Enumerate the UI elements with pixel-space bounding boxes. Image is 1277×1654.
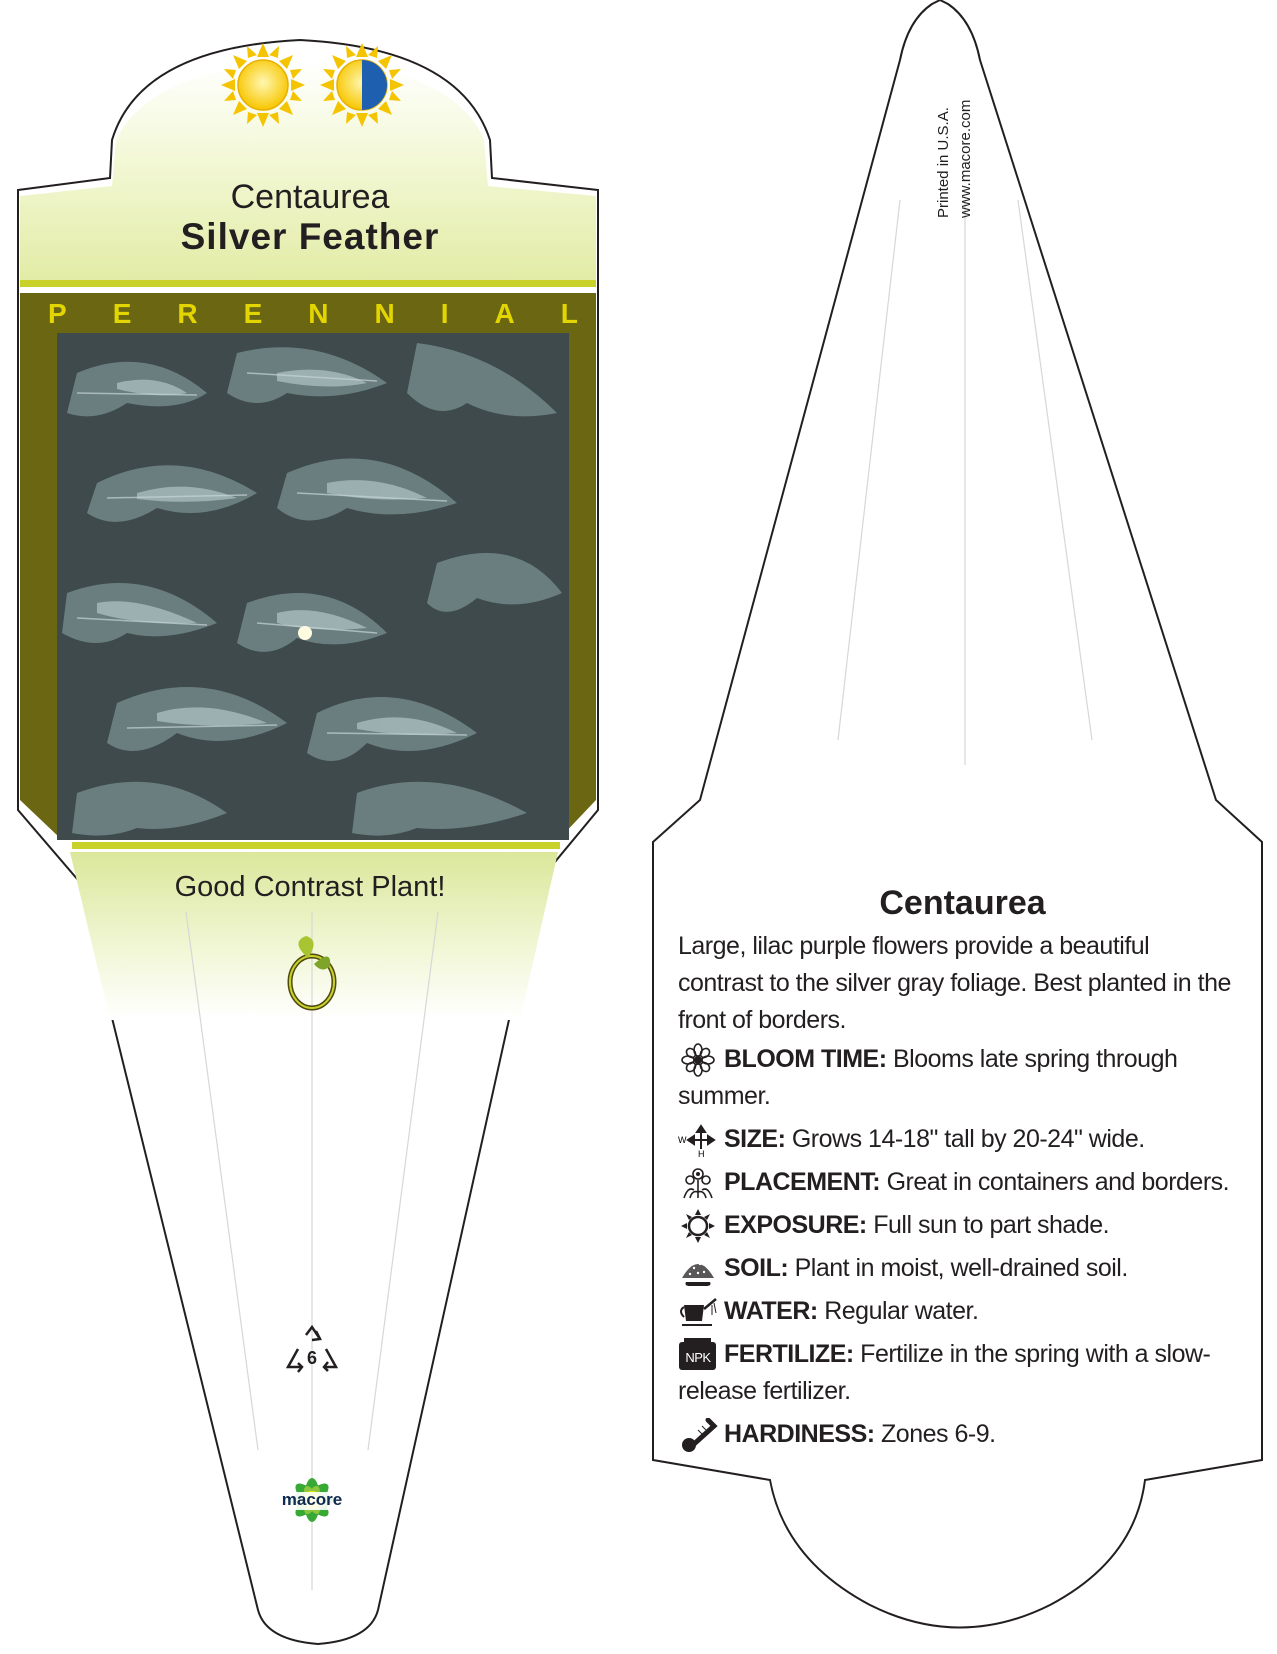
npk-label: NPK	[685, 1350, 711, 1365]
attribute-label: SOIL:	[724, 1254, 789, 1282]
attribute-label: SIZE:	[724, 1125, 786, 1153]
front-variety-title: Silver Feather	[180, 216, 440, 257]
attribute-label: EXPOSURE:	[724, 1211, 867, 1239]
attribute-text: Fertilize in the spring with a slow-release fertilizer.	[678, 1340, 1211, 1405]
plant-placement-icon	[678, 1166, 718, 1200]
sun-exposure-icon	[678, 1209, 718, 1243]
attribute-label: FERTILIZE:	[724, 1340, 854, 1368]
size-h-label: H	[698, 1149, 704, 1157]
flower-icon	[678, 1043, 718, 1077]
plant-care-info	[678, 928, 1238, 1459]
category-letter: L	[560, 298, 578, 329]
attribute-soil	[678, 1250, 1238, 1287]
watering-can-icon	[678, 1295, 718, 1329]
attribute-text: Plant in moist, well-drained soil.	[794, 1254, 1128, 1282]
back-title: Centaurea	[879, 884, 1046, 922]
category-letter: E	[112, 298, 132, 329]
attribute-text: Zones 6-9.	[881, 1420, 996, 1448]
printer-url-text: www.macore.com	[957, 99, 974, 218]
category-band	[48, 298, 578, 334]
attribute-fertilize	[678, 1336, 1238, 1410]
attribute-text: Blooms late spring through summer.	[678, 1045, 1178, 1110]
size-arrows-icon	[678, 1123, 718, 1157]
attribute-text: Great in containers and borders.	[886, 1168, 1230, 1196]
attribute-size	[678, 1121, 1238, 1158]
full-sun-icon	[221, 43, 305, 127]
attribute-text: Grows 14-18" tall by 20-24" wide.	[791, 1125, 1145, 1153]
recycle-number: 6	[306, 1348, 317, 1368]
thermometer-icon	[678, 1418, 718, 1452]
plant-photo	[57, 333, 569, 840]
printer-credit	[935, 48, 995, 218]
npk-icon	[678, 1338, 718, 1372]
macore-logo-text: macore	[281, 1490, 343, 1509]
front-genus-title: Centaurea	[230, 178, 390, 216]
front-tagline: Good Contrast Plant!	[174, 871, 446, 903]
category-letter: R	[177, 298, 198, 329]
attribute-text: Regular water.	[824, 1297, 979, 1325]
front-lime-rule-lower	[72, 842, 560, 849]
category-letter: E	[243, 298, 263, 329]
attribute-exposure	[678, 1207, 1238, 1244]
attribute-label: PLACEMENT:	[724, 1168, 881, 1196]
attribute-placement	[678, 1164, 1238, 1201]
front-lime-rule	[20, 280, 596, 287]
size-w-label: W	[678, 1135, 686, 1145]
attribute-label: BLOOM TIME:	[724, 1045, 887, 1073]
soil-pile-icon	[678, 1252, 718, 1286]
category-letter: N	[308, 298, 329, 329]
attribute-text: Full sun to part shade.	[873, 1211, 1110, 1239]
attribute-bloom-time	[678, 1041, 1238, 1115]
category-letter: P	[48, 298, 67, 329]
part-shade-icon	[320, 43, 404, 127]
plant-description: Large, lilac purple flowers provide a beautiful contrast to the silver gray foliage. Best planted in the front of borders.	[678, 932, 1231, 1034]
category-letter: N	[374, 298, 395, 329]
category-letter: A	[494, 298, 515, 329]
printed-in-text: Printed in U.S.A.	[935, 107, 952, 218]
attribute-label: HARDINESS:	[724, 1420, 875, 1448]
attribute-water	[678, 1293, 1238, 1330]
category-letter: I	[440, 298, 449, 329]
attribute-hardiness	[678, 1416, 1238, 1453]
attribute-label: WATER:	[724, 1297, 818, 1325]
